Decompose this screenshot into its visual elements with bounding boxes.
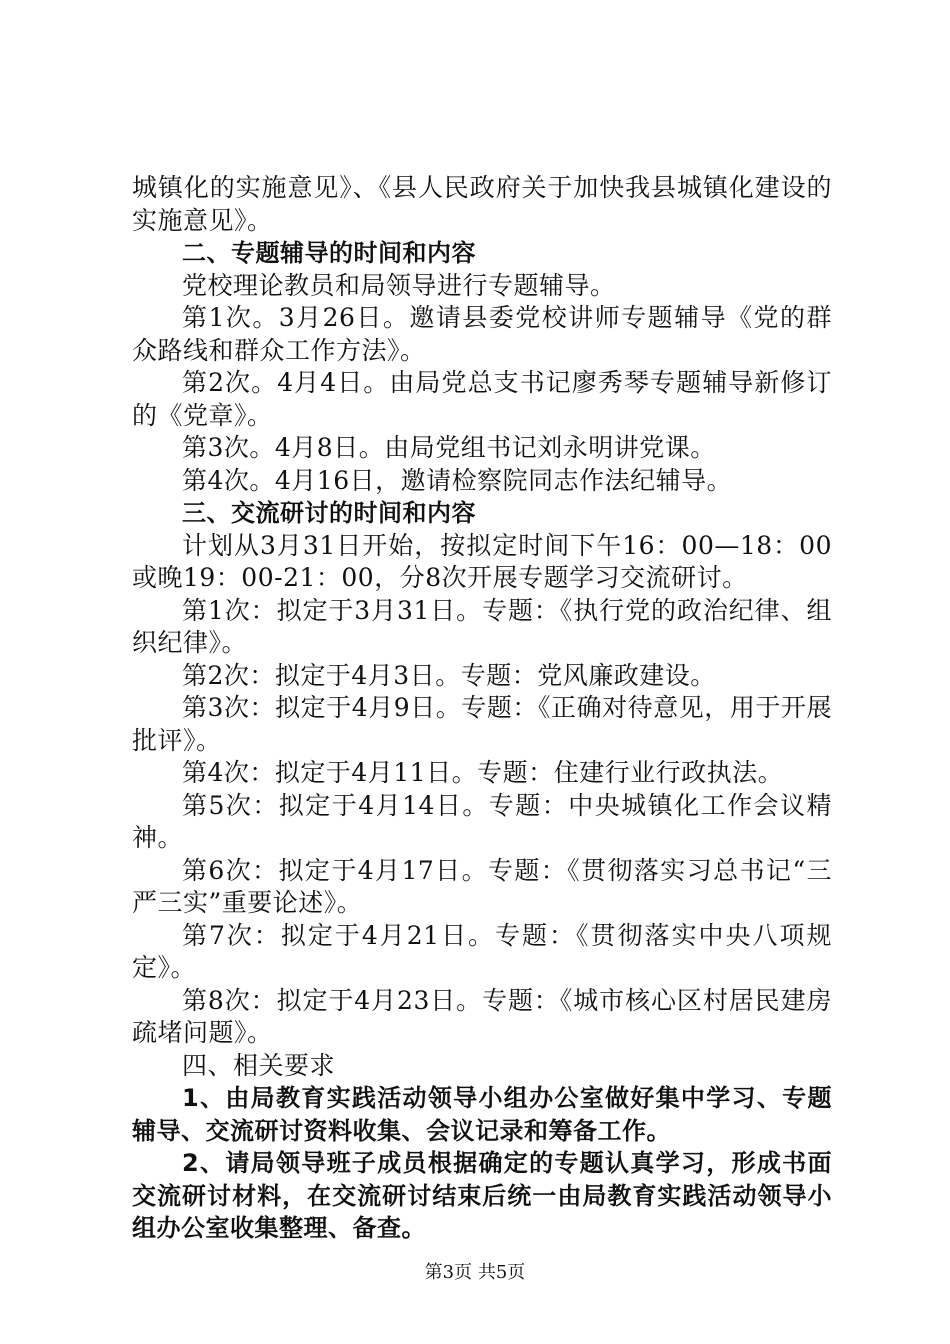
paragraph: 第5次：拟定于4月14日。专题：中央城镇化工作会议精神。 bbox=[132, 790, 832, 852]
paragraph: 第8次：拟定于4月23日。专题：《城市核心区村居民建房疏堵问题》。 bbox=[132, 985, 832, 1047]
paragraph: 第3次。4月8日。由局党组书记刘永明讲党课。 bbox=[182, 433, 716, 462]
section-heading: 三、交流研讨的时间和内容 bbox=[182, 499, 476, 527]
paragraph: 第4次。4月16日，邀请检察院同志作法纪辅导。 bbox=[182, 465, 733, 495]
section-heading: 二、专题辅导的时间和内容 bbox=[182, 239, 476, 267]
paragraph: 城镇化的实施意见》、《县人民政府关于加快我县城镇化建设的实施意见》。 bbox=[132, 173, 832, 235]
paragraph: 1、由局教育实践活动领导小组办公室做好集中学习、专题辅导、交流研讨资料收集、会议记录和筹备工作。 bbox=[132, 1084, 832, 1145]
page-number: 第3页 共5页 bbox=[424, 1262, 526, 1283]
paragraph: 第7次：拟定于4月21日。专题：《贯彻落实中央八项规定》。 bbox=[132, 920, 832, 982]
paragraph: 第2次：拟定于4月3日。专题：党风廉政建设。 bbox=[182, 660, 716, 690]
paragraph: 党校理论教员和局领导进行专题辅导。 bbox=[182, 270, 616, 300]
document-body bbox=[132, 172, 832, 1245]
paragraph: 第1次。3月26日。邀请县委党校讲师专题辅导《党的群众路线和群众工作方法》。 bbox=[132, 303, 832, 365]
paragraph: 第2次。4月4日。由局党总支书记廖秀琴专题辅导新修订的《党章》。 bbox=[132, 368, 832, 430]
paragraph: 计划从3月31日开始，按拟定时间下午16：00—18：00或晚19：00-21：00，分8次开展专题学习交流研讨。 bbox=[132, 530, 832, 592]
paragraph: 第4次：拟定于4月11日。专题：住建行业行政执法。 bbox=[182, 758, 784, 787]
paragraph: 2、请局领导班子成员根据确定的专题认真学习，形成书面交流研讨材料，在交流研讨结束后统一由局教育实践活动领导小组办公室收集整理、备查。 bbox=[132, 1149, 832, 1242]
paragraph: 第1次：拟定于3月31日。专题：《执行党的政治纪律、组织纪律》。 bbox=[132, 595, 832, 657]
paragraph: 第3次：拟定于4月9日。专题：《正确对待意见，用于开展批评》。 bbox=[132, 693, 832, 755]
paragraph: 第6次：拟定于4月17日。专题：《贯彻落实习总书记“三严三实”重要论述》。 bbox=[132, 855, 832, 917]
section-heading: 四、相关要求 bbox=[182, 1050, 336, 1080]
